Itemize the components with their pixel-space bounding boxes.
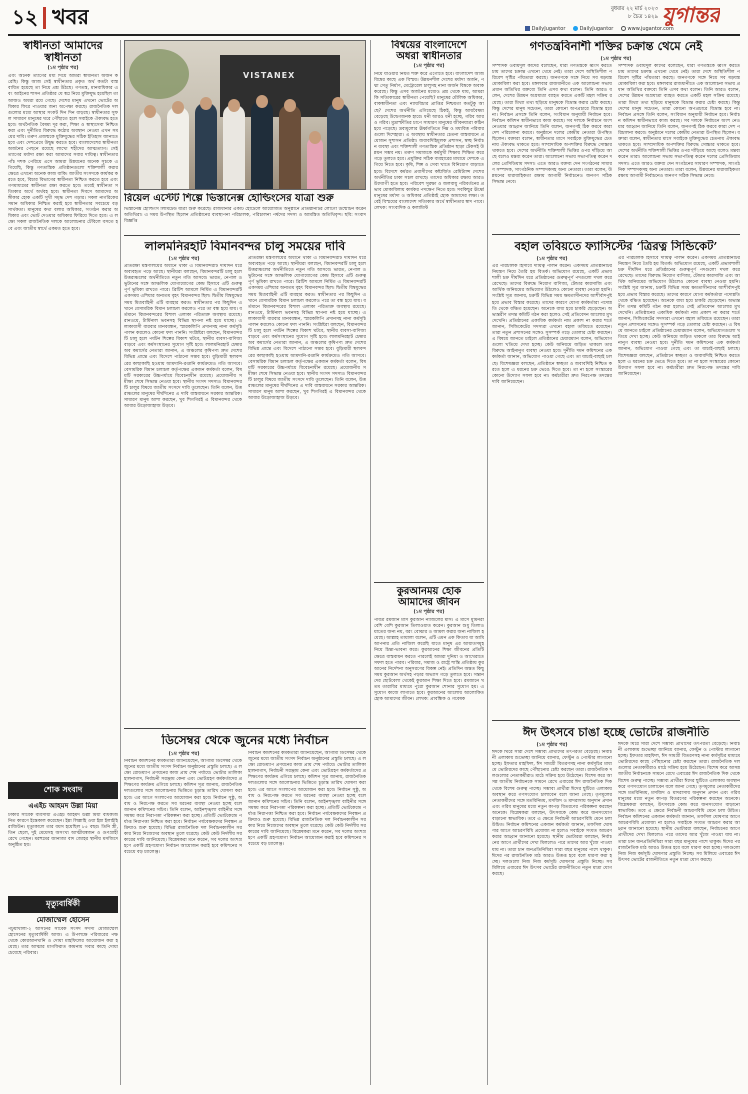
- continued-label: (১ম পৃষ্ঠার পর): [47, 65, 79, 72]
- column-rule: [487, 40, 488, 1085]
- globe-icon: [621, 26, 626, 31]
- person-figure: [279, 105, 301, 189]
- event-photo: [124, 40, 366, 190]
- article-body-continued: প্রতিরক্ষা মন্ত্রণালয়ের অধীনে থাকা এ বিমানবন্দরটি দীর্ঘদিন ধরে অব্যবহৃত পড়ে আছে। স্থানীয়রা বলছেন, বিমানবন্দরটি চালু হলে উত্তরাঞ্চলের অর্থনীতিতে নতুন গতি আসবে। ভারত, নেপাল ও ভুটানের সঙ্গে আঞ্চলিক যোগাযোগের কেন্দ্র হিসাবে এটি গুরুত্বপূর্ণ ভূমিকা রাখতে পারে। ব্রিটিশ আমলে নির্মিত এ বিমানবন্দরটি একসময় এশিয়ার অন্যতম বৃহৎ বিমানবন্দর ছিল। দ্বিতীয় বিশ্বযুদ্ধের সময় মিত্রবাহিনী এটি ব্যবহার করত। স্বাধীনতার পর কিছুদিন এখানে বেসামরিক বিমান চলাচল করলেও পরে তা বন্ধ হয়ে যায়। বর্তমানে বিমানবন্দরের বিশাল এলাকা পরিত্যক্ত অবস্থায় রয়েছে। রানওয়ে, টার্মিনাল ভবনসহ বিভিন্ন স্থাপনা নষ্ট হয়ে যাচ্ছে। এলাকাবাসী বারবার মানববন্ধন, স্মারকলিপি প্রদানসহ নানা কর্মসূচি পালন করলেও কোনো ফল পাননি। সংশ্লিষ্টরা বলছেন, বিমানবন্দরটি চালু হলে পর্যটন শিল্পের বিকাশ ঘটবে, স্থানীয় ব্যবসা-বাণিজ্য বাড়বে এবং কর্মসংস্থানের সুযোগ সৃষ্টি হবে। লালমনিরহাট চেম্বার অব কমার্সের নেতারা জানান, এ অঞ্চলের কৃষিপণ্য দ্রুত দেশের বিভিন্ন প্রান্তে এবং বিদেশে পাঠানো সম্ভব হবে। বুড়িমারী স্থলবন্দরের কাছাকাছি হওয়ায় আমদানি-রপ্তানি কার্যক্রমেও গতি আসবে। বেসামরিক বিমান চলাচল কর্তৃপক্ষের একজন কর্মকর্তা বলেন, বিষয়টি সরকারের উচ্চপর্যায়ে বিবেচনাধীন রয়েছে। প্রয়োজনীয় সমীক্ষা শেষে সিদ্ধান্ত নেওয়া হবে। স্থানীয় সংসদ সদস্যও বিমানবন্দরটি চালুর বিষয়ে জাতীয় সংসদে দাবি তুলেছেন। তিনি বলেন, উত্তরাঞ্চলের মানুষের দীর্ঘদিনের এ দাবি বাস্তবায়নে সরকার আন্তরিক। সাধারণ মানুষ আশা করছেন, খুব শিগগিরই এ বিমানবন্দর থেকে আবার উড়োজাহাজ উড়বে।: [248, 256, 366, 402]
- article-body-continued: সম্পাদক ওবায়দুল কাদের বলেছেন, যারা গণতন্ত্রকে ধ্বংস করতে চায় তাদের চক্রান্ত এখনো থেমে নেই। তারা দেশে অস্থিতিশীল পরিবেশ সৃষ্টির পাঁয়তারা করছে। জনগণকে সঙ্গে নিয়ে সব ষড়যন্ত্র মোকাবিলা করা হবে। মঙ্গলবার রাজধানীতে এক আলোচনা সভায় প্রধান অতিথির বক্তব্যে তিনি এসব কথা বলেন। তিনি আরও বলেন, দেশের উন্নয়ন অগ্রযাত্রা ব্যাহত করতে একটি মহল সক্রিয় রয়েছে। তারা মিথ্যা তথ্য ছড়িয়ে মানুষকে বিভ্রান্ত করার চেষ্টা করছে। কিন্তু দেশের মানুষ সচেতন, তারা কোনো অপপ্রচারে বিভ্রান্ত হবে না। নির্বাচন প্রসঙ্গে তিনি বলেন, সংবিধান অনুযায়ী নির্বাচন হবে। নির্বাচন কমিশন স্বাধীনভাবে কাজ করছে। সব দলকে নির্বাচনে অংশ নেওয়ার আহ্বান জানিয়ে তিনি বলেন, জনগণই ঠিক করবে কারা দেশ পরিচালনা করবে। অনুষ্ঠানে দলের কেন্দ্রীয় নেতারা উপস্থিত ছিলেন। বক্তারা বলেন, স্বাধীনতার মাসে সবাইকে মুক্তিযুদ্ধের চেতনায় ঐক্যবদ্ধ থাকতে হবে। সাম্প্রদায়িক অপশক্তির বিরুদ্ধে সোচ্চার থাকতে হবে। দেশের অর্থনীতি শক্তিশালী ভিত্তির ওপর দাঁড়িয়ে আছে বলেও মন্তব্য করেন তারা। আলোচনা সভায় সভাপতিত্ব করেন দলের প্রেসিডিয়াম সদস্য। এতে আরও বক্তব্য দেন সংগঠনের সাধারণ সম্পাদক, সাংগঠনিক সম্পাদকসহ অন্য নেতারা। তারা বলেন, উন্নয়নের ধারাবাহিকতা রক্ষায় আগামী নির্বাচনেও জনগণ সঠিক সিদ্ধান্ত নেবে।: [618, 64, 740, 179]
- person-figure: [327, 103, 349, 189]
- social-links: [525, 26, 745, 32]
- continued-label: (১ম পৃষ্ঠার পর): [413, 63, 445, 69]
- article-title: বিশ্বয়ের বাংলাদেশে: [391, 40, 467, 51]
- person-head: [332, 97, 344, 110]
- column-rule: [370, 40, 371, 1085]
- article-body: প্রতিরক্ষা মন্ত্রণালয়ের অধীনে থাকা এ বিমানবন্দরটি দীর্ঘদিন ধরে অব্যবহৃত পড়ে আছে। স্থানীয়রা বলছেন, বিমানবন্দরটি চালু হলে উত্তরাঞ্চলের অর্থনীতিতে নতুন গতি আসবে। ভারত, নেপাল ও ভুটানের সঙ্গে আঞ্চলিক যোগাযোগের কেন্দ্র হিসাবে এটি গুরুত্বপূর্ণ ভূমিকা রাখতে পারে। ব্রিটিশ আমলে নির্মিত এ বিমানবন্দরটি একসময় এশিয়ার অন্যতম বৃহৎ বিমানবন্দর ছিল। দ্বিতীয় বিশ্বযুদ্ধের সময় মিত্রবাহিনী এটি ব্যবহার করত। স্বাধীনতার পর কিছুদিন এখানে বেসামরিক বিমান চলাচল করলেও পরে তা বন্ধ হয়ে যায়। বর্তমানে বিমানবন্দরের বিশাল এলাকা পরিত্যক্ত অবস্থায় রয়েছে। রানওয়ে, টার্মিনাল ভবনসহ বিভিন্ন স্থাপনা নষ্ট হয়ে যাচ্ছে। এলাকাবাসী বারবার মানববন্ধন, স্মারকলিপি প্রদানসহ নানা কর্মসূচি পালন করলেও কোনো ফল পাননি। সংশ্লিষ্টরা বলছেন, বিমানবন্দরটি চালু হলে পর্যটন শিল্পের বিকাশ ঘটবে, স্থানীয় ব্যবসা-বাণিজ্য বাড়বে এবং কর্মসংস্থানের সুযোগ সৃষ্টি হবে। লালমনিরহাট চেম্বার অব কমার্সের নেতারা জানান, এ অঞ্চলের কৃষিপণ্য দ্রুত দেশের বিভিন্ন প্রান্তে এবং বিদেশে পাঠানো সম্ভব হবে। বুড়িমারী স্থলবন্দরের কাছাকাছি হওয়ায় আমদানি-রপ্তানি কার্যক্রমেও গতি আসবে। বেসামরিক বিমান চলাচল কর্তৃপক্ষের একজন কর্মকর্তা বলেন, বিষয়টি সরকারের উচ্চপর্যায়ে বিবেচনাধীন রয়েছে। প্রয়োজনীয় সমীক্ষা শেষে সিদ্ধান্ত নেওয়া হবে। স্থানীয় সংসদ সদস্যও বিমানবন্দরটি চালুর বিষয়ে জাতীয় সংসদে দাবি তুলেছেন। তিনি বলেন, উত্তরাঞ্চলের মানুষের দীর্ঘদিনের এ দাবি বাস্তবায়নে সরকার আন্তরিক। সাধারণ মানুষ আশা করছেন, খুব শিগগিরই এ বিমানবন্দর থেকে আবার উড়োজাহাজ উড়বে।: [124, 264, 242, 410]
- anniversary-box: [8, 896, 118, 1086]
- anniversary-name: মোজাম্মেল হোসেন: [36, 916, 90, 924]
- article-title: বহাল তবিয়তে ফ্যাসিস্টের ‘ত্রিরত্ন সিন্ডিকেট’: [514, 240, 718, 253]
- article-title-2: আমাদের জীবন: [398, 597, 460, 608]
- article-title: কুরআনময় হোক: [396, 586, 462, 597]
- anniversary-body: পটুয়াখালী-২ আসনের সাবেক সংসদ সদস্য মোজাম্মেল হোসেনের মৃত্যুবার্ষিকী আজ। এ উপলক্ষে পরিবারের পক্ষ থেকে কোরআনখানি ও দোয়া মাহফিলের আয়োজন করা হয়েছে। তার আত্মার মাগফিরাত কামনায় সবার কাছে দোয়া চেয়েছে পরিবার।: [8, 926, 118, 957]
- date-block: [572, 6, 658, 21]
- article-body: নির্বাচন কমিশনের কর্মকর্তারা জানিয়েছেন, আগামী ডিসেম্বর থেকে জুনের মধ্যে জাতীয় সংসদ নির্বাচন অনুষ্ঠানের প্রস্তুতি চলছে। এ লক্ষ্যে রোডম্যাপ প্রণয়নের কাজ প্রায় শেষ পর্যায়ে। ভোটার তালিকা হালনাগাদ, নির্বাচনী সরঞ্জাম কেনা এবং ভোটগ্রহণ কর্মকর্তাদের প্রশিক্ষণের কার্যক্রম এগিয়ে চলছে। কমিশন সূত্র জানায়, রাজনৈতিক দলগুলোর সঙ্গে আলোচনার ভিত্তিতে চূড়ান্ত তারিখ ঘোষণা করা হবে। এর আগে সংলাপের আয়োজন করা হবে। নির্বাচন সুষ্ঠু, অবাধ ও নিরপেক্ষ করতে সব ধরনের ব্যবস্থা নেওয়া হচ্ছে বলে জানান কমিশনের সচিব। তিনি বলেন, আইনশৃঙ্খলা বাহিনীর সঙ্গে সমন্বয় করে নিরাপত্তা পরিকল্পনা করা হচ্ছে। প্রতিটি ভোটকেন্দ্রে পর্যাপ্ত নিরাপত্তা নিশ্চিত করা হবে। নির্বাচন পর্যবেক্ষকদের নিবন্ধন প্রক্রিয়াও শুরু হয়েছে। বিভিন্ন রাজনৈতিক দল নির্বাচনকালীন সরকার নিয়ে নিজেদের অবস্থান তুলে ধরেছে। কেউ কেউ নির্দলীয় সরকারের দাবি জানিয়েছে। বিশ্লেষকরা মনে করেন, সব দলের অংশগ্রহণে একটি গ্রহণযোগ্য নির্বাচন আয়োজন করাই হবে কমিশনের সবচেয়ে বড় চ্যালেঞ্জ।: [124, 759, 242, 856]
- continued-label: (১ম পৃষ্ঠার পর): [536, 256, 568, 262]
- article-title: লালমনিরহাট বিমানবন্দর চালু সময়ের দাবি: [144, 240, 346, 253]
- person-head: [172, 101, 184, 114]
- person-head: [309, 131, 321, 144]
- article-title-2: স্বাধীনতা: [44, 52, 82, 65]
- person-head: [200, 97, 212, 110]
- continued-label: (১ম পৃষ্ঠার পর): [413, 609, 445, 615]
- photo-caption-body: ভিস্তানেক্স হোল্ডিংস লিমিটেড যাত্রা শুরু করেছে। রাজধানীর একটি হোটেলে আয়োজিত অনুষ্ঠানে প্রতিষ্ঠানটির লোগো উন্মোচন করেন অতিথিরা। এ সময় উপস্থিত ছিলেন প্রতিষ্ঠানের ব্যবস্থাপনা পরিচালক, পরিচালনা পর্ষদের সদস্য ও আমন্ত্রিত অতিথিবৃন্দ। ছবি: সংবাদ বিজ্ঞপ্তি: [124, 207, 366, 225]
- continued-label: (১ম পৃষ্ঠার পর): [168, 256, 200, 262]
- obituary-title: শোক সংবাদ: [8, 782, 118, 799]
- article-body: এবং অনেক ত্যাগের মধ্য দিয়ে আমরা স্বাধীনতা অর্জন করেছি। কিন্তু আজ সেই স্বাধীনতার প্রকৃত অর্থ কতটা বাস্তবায়িত হয়েছে তা নিয়ে প্রশ্ন উঠছে। গণতন্ত্র, মানবাধিকার এবং আইনের শাসন প্রতিষ্ঠার যে স্বপ্ন নিয়ে মুক্তিযুদ্ধ হয়েছিল তা আজও অধরা রয়ে গেছে। দেশের মানুষ এখনো ভোটের অধিকার ফিরে পাওয়ার জন্য অপেক্ষা করছে। রাজনৈতিক দলগুলোর মধ্যে আস্থার সংকট দিন দিন বাড়ছে। স্বাধীনতার সুফল সাধারণ মানুষের ঘরে পৌঁছাতে হলে সবাইকে ঐক্যবদ্ধ হতে হবে। অর্থনৈতিক বৈষম্য দূর করা, শিক্ষা ও স্বাস্থ্যসেবা নিশ্চিত করা এবং দুর্নীতির বিরুদ্ধে কঠোর অবস্থান নেওয়া এখন সময়ের দাবি। তরুণ প্রজন্মকে মুক্তিযুদ্ধের সঠিক ইতিহাস জানাতে হবে এবং দেশপ্রেমে উদ্বুদ্ধ করতে হবে। বাংলাদেশের স্বাধীনতা অর্জনের পেছনে রয়েছে লাখো শহীদের আত্মত্যাগ। সেই ত্যাগের মর্যাদা রক্ষা করা আমাদের সবার দায়িত্ব। স্বাধীনতার পাঁচ দশক পেরিয়ে এসে আমরা উন্নয়নের অনেক সূচকে এগিয়েছি, কিন্তু গণতান্ত্রিক প্রতিষ্ঠানগুলো শক্তিশালী করার ক্ষেত্রে এখনো অনেক কাজ বাকি। জাতীয় সংসদকে কার্যকর করতে হবে, বিচার বিভাগের স্বাধীনতা নিশ্চিত করতে হবে এবং গণমাধ্যমের স্বাধীনতা রক্ষা করতে হবে। তবেই স্বাধীনতা সত্যিকার অর্থে অর্থবহ হবে। স্বাধীনতা দিবসে আমাদের অঙ্গীকার হোক একটি সুখী সমৃদ্ধ দেশ গড়ার। সকল নাগরিকের সমান অধিকার নিশ্চিত করাই হবে স্বাধীনতার সবচেয়ে বড় সার্থকতা। মানুষের কথা বলার অধিকার, সংগঠন করার অধিকার এবং ভোট দেওয়ার অধিকার ফিরিয়ে দিতে হবে। এ লক্ষ্যে সকল রাজনৈতিক দলকে আলোচনার টেবিলে বসতে হবে এবং জাতীয় স্বার্থে একমত হতে হবে।: [8, 74, 118, 232]
- section-name: খবর: [52, 5, 90, 29]
- article-quran: [374, 586, 484, 1086]
- article-body: নিয়ে যাওয়ার নিয়ত শক্ত করে এগোতে হবে। বাংলাদেশ আজ বিশ্বের কাছে এক বিস্ময়। উন্নয়নশীল দেশের মর্যাদা অর্জন, পদ্মা সেতু নির্মাণ, মেট্রোরেল চালুসহ নানা অর্জন বিশ্বকে অবাক করেছে। কিন্তু এসব অর্জনের মধ্যেও প্রশ্ন থেকে যায়, আমরা কি সত্যিকারের স্বাধীনতা পেয়েছি? মানুষের মৌলিক অধিকার, বাকস্বাধীনতা এবং ন্যায়বিচার প্রাপ্তির নিশ্চয়তা কতটুকু আছে? দেশের অর্থনীতি এগিয়েছে ঠিকই, কিন্তু আয়বৈষম্য বেড়েছে উদ্বেগজনক হারে। ধনী আরও ধনী হচ্ছে, গরিব আরও গরিব। মুদ্রাস্ফীতির চাপে সাধারণ মানুষের জীবনযাত্রা কঠিন হয়ে পড়েছে। দ্রব্যমূল্যের ঊর্ধ্বগতিতে নিম্ন ও মধ্যবিত্ত পরিবারগুলো দিশেহারা। এ অবস্থায় স্বাধীনতার চেতনা বাস্তবায়নে প্রয়োজন সুশাসন প্রতিষ্ঠা। জবাবদিহিমূলক প্রশাসন, স্বচ্ছ নির্বাচন ব্যবস্থা এবং শক্তিশালী গণতান্ত্রিক প্রতিষ্ঠান ছাড়া টেকসই উন্নয়ন সম্ভব নয়। তরুণ সমাজকে কর্মমুখী শিক্ষায় শিক্ষিত করে গড়ে তুলতে হবে। প্রযুক্তির সঠিক ব্যবহারের মাধ্যমে দেশকে এগিয়ে নিতে হবে। কৃষি, শিল্প ও সেবা খাতে বিনিয়োগ বাড়াতে হবে। বিদেশে কর্মরত প্রবাসীদের কষ্টার্জিত রেমিট্যান্স দেশের অর্থনীতির চাকা সচল রাখছে। তাদের অধিকার রক্ষায় আরও উদ্যোগী হতে হবে। পরিবেশ সুরক্ষা ও জলবায়ু পরিবর্তনের প্রভাব মোকাবিলায় কার্যকর পদক্ষেপ নিতে হবে। সবকিছুর ঊর্ধ্বে মানুষের মর্যাদা ও অধিকার প্রতিষ্ঠাই হোক আমাদের লক্ষ্য। তবেই বিস্ময়ের বাংলাদেশ সত্যিকার অর্থে স্বাধীনতার স্বাদ পাবে। লেখক: সাংবাদিক ও কলামিস্ট: [374, 72, 484, 212]
- person-figure: [139, 111, 161, 189]
- page-number: ১২: [12, 6, 38, 28]
- twitter-icon: [573, 26, 578, 31]
- article-shadhinota: [8, 40, 118, 780]
- brand-logo: যুগান্তর: [662, 3, 720, 27]
- article-title: স্বাধীনতা আমাদের: [23, 40, 103, 52]
- person-head: [144, 105, 156, 118]
- person-figure: [307, 137, 323, 189]
- masthead-divider: [43, 7, 46, 29]
- article-title: ডিসেম্বর থেকে জুনের মধ্যে নির্বাচন: [161, 734, 329, 747]
- banner-logo-text: VISTANEX: [243, 71, 296, 80]
- person-figure: [223, 105, 245, 189]
- article-body: পবিত্র রমজান মাস কুরআন নাজিলের মাস। এ মাসে মুমিনরা বেশি বেশি কুরআন তিলাওয়াত করেন। কুরআন শুধু তিলাওয়াতের জন্য নয়, বরং বোঝার ও আমল করার জন্য নাজিল হয়েছে। আল্লাহ তায়ালা বলেন, এটি এমন এক কিতাব যা আমি আপনার প্রতি নাজিল করেছি যাতে মানুষ এর আয়াতসমূহ নিয়ে চিন্তা-ভাবনা করে। কুরআনের শিক্ষা জীবনের প্রতিটি ক্ষেত্রে বাস্তবায়ন করতে পারলেই আমরা দুনিয়া ও আখেরাতে সফল হতে পারব। পরিবার, সমাজ ও রাষ্ট্রে শান্তি প্রতিষ্ঠায় কুরআনের নির্দেশনা অনুসরণের বিকল্প নেই। প্রতিদিন অন্তত কিছু সময় কুরআন অর্থসহ পড়ার অভ্যাস গড়ে তুলতে হবে। সন্তানদের ছোটবেলা থেকেই কুরআন শিক্ষা দিতে হবে। রমজানে খতম তারাবির মাধ্যমে পুরো কুরআন শোনার সুযোগ হয়। এ সুযোগ কাজে লাগাতে হবে। কুরআনের আলোয় আলোকিত হোক আমাদের জীবন। লেখক: প্রাবন্ধিক ও গবেষক: [374, 618, 484, 703]
- masthead: [0, 0, 748, 34]
- person-figure: [251, 101, 273, 189]
- facebook-handle[interactable]: DailyJugantor: [531, 26, 566, 32]
- facebook-icon: [525, 26, 530, 31]
- section-rule: [124, 235, 366, 236]
- article-title-2: অধরা স্বাধীনতার: [396, 51, 462, 62]
- article-body-continued: এর পরিচালক হিসাবে দায়িত্ব পালন করেন। একসময় প্রতিষ্ঠানটির নিয়ন্ত্রণ নিয়ে তৈরি হয় বিতর্ক। অভিযোগ রয়েছে, একটি প্রভাবশালী চক্র দীর্ঘদিন ধরে প্রতিষ্ঠানের গুরুত্বপূর্ণ পদগুলো দখল করে রেখেছে। তাদের বিরুদ্ধে নিয়োগ বাণিজ্য, টেন্ডার কারসাজি এবং আর্থিক অনিয়মের অভিযোগ উঠলেও কোনো ব্যবস্থা নেওয়া হয়নি। সংশ্লিষ্ট সূত্র জানায়, চক্রটি বিভিন্ন সময় ক্ষমতাসীনদের আশীর্বাদপুষ্ট হয়ে প্রভাব বিস্তার করেছে। তাদের কারণে যোগ্য কর্মকর্তারা পদোন্নতি থেকে বঞ্চিত হয়েছেন। অনেকে বাধ্য হয়ে চাকরি ছেড়েছেন। অভ্যন্তরীণ তদন্ত কমিটি গঠন করা হলেও সেই প্রতিবেদন আলোর মুখ দেখেনি। প্রতিষ্ঠানের একাধিক কর্মকর্তা নাম প্রকাশ না করার শর্তে জানান, সিন্ডিকেটের সদস্যরা এখনো বহাল তবিয়তে রয়েছেন। তারা নতুন প্রশাসনের সঙ্গেও সুসম্পর্ক গড়ে তোলার চেষ্টা করছেন। এ বিষয়ে জানতে চাইলে প্রতিষ্ঠানের চেয়ারম্যান বলেন, অভিযোগগুলো খতিয়ে দেখা হচ্ছে। কেউ অনিয়মে জড়িত থাকলে তার বিরুদ্ধে আইনানুগ ব্যবস্থা নেওয়া হবে। দুর্নীতি দমন কমিশনের এক কর্মকর্তা জানান, অভিযোগ পাওয়া গেছে এবং তা যাচাই-বাছাই চলছে। বিশেষজ্ঞরা বলছেন, প্রতিষ্ঠানে স্বচ্ছতা ও জবাবদিহি নিশ্চিত করতে হলে এ ধরনের চক্র ভেঙে দিতে হবে। তা না হলে সংস্কারের কোনো উদ্যোগ সফল হবে না। কর্মচারীরা দ্রুত নিরপেক্ষ তদন্তের দাবি জানিয়েছেন।: [618, 256, 740, 377]
- column-rule: [120, 40, 121, 1085]
- section-rule: [124, 728, 366, 729]
- obituary-body: ঢাকার সাবেক ব্যবসায়ী এএইচ আহমদ উল্লা মিয়া বার্ধক্যজনিত কারণে ইন্তেকাল করেছেন। ইন্না লিল্লাহি ওয়া ইন্না ইলাইহি রাজিউন। মৃত্যুকালে তার বয়স হয়েছিল ৮৫ বছর। তিনি স্ত্রী, তিন ছেলে, দুই মেয়েসহ অসংখ্য আত্মীয়স্বজন ও গুণগ্রাহী রেখে গেছেন। মরহুমের জানাজা বাদ জোহর স্থানীয় মসজিদে অনুষ্ঠিত হয়।: [8, 812, 118, 849]
- section-rule: [374, 582, 484, 583]
- article-title: গণতন্ত্রবিনাশী শক্তির চক্রান্ত থেমে নেই: [529, 40, 703, 53]
- date-line-2: ৮ চৈত্র ১৪২৯: [628, 13, 658, 20]
- section-rule: [492, 720, 740, 721]
- person-figure: [195, 103, 217, 189]
- article-body: এর পরিচালক হিসাবে দায়িত্ব পালন করেন। একসময় প্রতিষ্ঠানটির নিয়ন্ত্রণ নিয়ে তৈরি হয় বিতর্ক। অভিযোগ রয়েছে, একটি প্রভাবশালী চক্র দীর্ঘদিন ধরে প্রতিষ্ঠানের গুরুত্বপূর্ণ পদগুলো দখল করে রেখেছে। তাদের বিরুদ্ধে নিয়োগ বাণিজ্য, টেন্ডার কারসাজি এবং আর্থিক অনিয়মের অভিযোগ উঠলেও কোনো ব্যবস্থা নেওয়া হয়নি। সংশ্লিষ্ট সূত্র জানায়, চক্রটি বিভিন্ন সময় ক্ষমতাসীনদের আশীর্বাদপুষ্ট হয়ে প্রভাব বিস্তার করেছে। তাদের কারণে যোগ্য কর্মকর্তারা পদোন্নতি থেকে বঞ্চিত হয়েছেন। অনেকে বাধ্য হয়ে চাকরি ছেড়েছেন। অভ্যন্তরীণ তদন্ত কমিটি গঠন করা হলেও সেই প্রতিবেদন আলোর মুখ দেখেনি। প্রতিষ্ঠানের একাধিক কর্মকর্তা নাম প্রকাশ না করার শর্তে জানান, সিন্ডিকেটের সদস্যরা এখনো বহাল তবিয়তে রয়েছেন। তারা নতুন প্রশাসনের সঙ্গেও সুসম্পর্ক গড়ে তোলার চেষ্টা করছেন। এ বিষয়ে জানতে চাইলে প্রতিষ্ঠানের চেয়ারম্যান বলেন, অভিযোগগুলো খতিয়ে দেখা হচ্ছে। কেউ অনিয়মে জড়িত থাকলে তার বিরুদ্ধে আইনানুগ ব্যবস্থা নেওয়া হবে। দুর্নীতি দমন কমিশনের এক কর্মকর্তা জানান, অভিযোগ পাওয়া গেছে এবং তা যাচাই-বাছাই চলছে। বিশেষজ্ঞরা বলছেন, প্রতিষ্ঠানে স্বচ্ছতা ও জবাবদিহি নিশ্চিত করতে হলে এ ধরনের চক্র ভেঙে দিতে হবে। তা না হলে সংস্কারের কোনো উদ্যোগ সফল হবে না। কর্মচারীরা দ্রুত নিরপেক্ষ তদন্তের দাবি জানিয়েছেন।: [492, 264, 612, 385]
- person-head: [256, 95, 268, 108]
- person-head: [228, 99, 240, 112]
- plant-decoration: [129, 49, 189, 99]
- obituary-name: এএইচ আহমদ উল্লা মিয়া: [28, 802, 98, 810]
- obituary-box: [8, 782, 118, 892]
- continued-label: (১ম পৃষ্ঠার পর): [536, 742, 568, 748]
- person-figure: [167, 107, 189, 189]
- website-link[interactable]: www.jugantor.com: [627, 26, 674, 32]
- article-body: ঈদকে ঘিরে সারা দেশে সম্ভাব্য প্রার্থীদের তৎপরতা বেড়েছে। নির্বাচনী এলাকায় শুভেচ্ছা জানিয়ে ব্যানার, ফেস্টুন ও পোস্টার লাগানো হচ্ছে। ইফতার মাহফিল, ঈদ সামগ্রী বিতরণসহ নানা কর্মসূচির মাধ্যমে ভোটারদের কাছে পৌঁছানোর চেষ্টা করছেন তারা। রাজনৈতিক দলগুলোর নেতাকর্মীরাও মাঠে সক্রিয় হয়ে উঠেছেন। বিশেষ করে আসন্ন জাতীয় নির্বাচনকে সামনে রেখে এবারের ঈদ রাজনৈতিক দিক থেকে বিশেষ গুরুত্ব পাচ্ছে। সম্ভাব্য প্রার্থীরা ঈদের ছুটিতে এলাকায় অবস্থান করে গণসংযোগ চালাবেন বলে জানা গেছে। তৃণমূলের নেতাকর্মীদের সঙ্গে মতবিনিময়, মসজিদ ও মাদরাসায় অনুদান প্রদান এবং গরিব মানুষের মধ্যে নতুন কাপড় বিতরণের পরিকল্পনা করছেন অনেকে। বিশ্লেষকরা বলছেন, উৎসবকে কেন্দ্র করে জনসংযোগ বাড়ানো স্বাভাবিক। তবে এ ক্ষেত্রে নির্বাচনী আচরণবিধি মেনে চলা উচিত। নির্বাচন কমিশনের একজন কর্মকর্তা জানান, তফসিল ঘোষণার আগে আচরণবিধি প্রযোজ্য না হলেও সবাইকে সংযত আচরণ করার আহ্বান জানানো হয়েছে। স্থানীয় ভোটাররা বলছেন, নির্বাচনের আগে প্রার্থীদের দেখা মিললেও পরে তাদের আর খুঁজে পাওয়া যায় না। তারা চান জনপ্রতিনিধিরা সারা বছর মানুষের পাশে থাকুক। ঈদের পর রাজনৈতিক মাঠ আরও উত্তপ্ত হবে বলে ধারণা করা হচ্ছে। দলগুলো নিজ নিজ কর্মসূচি ঘোষণার প্রস্তুতি নিচ্ছে। সব মিলিয়ে এবারের ঈদ উৎসব ভোটের রাজনীতিতে নতুন মাত্রা যোগ করছে।: [492, 750, 612, 877]
- article-body: সম্পাদক ওবায়দুল কাদের বলেছেন, যারা গণতন্ত্রকে ধ্বংস করতে চায় তাদের চক্রান্ত এখনো থেমে নেই। তারা দেশে অস্থিতিশীল পরিবেশ সৃষ্টির পাঁয়তারা করছে। জনগণকে সঙ্গে নিয়ে সব ষড়যন্ত্র মোকাবিলা করা হবে। মঙ্গলবার রাজধানীতে এক আলোচনা সভায় প্রধান অতিথির বক্তব্যে তিনি এসব কথা বলেন। তিনি আরও বলেন, দেশের উন্নয়ন অগ্রযাত্রা ব্যাহত করতে একটি মহল সক্রিয় রয়েছে। তারা মিথ্যা তথ্য ছড়িয়ে মানুষকে বিভ্রান্ত করার চেষ্টা করছে। কিন্তু দেশের মানুষ সচেতন, তারা কোনো অপপ্রচারে বিভ্রান্ত হবে না। নির্বাচন প্রসঙ্গে তিনি বলেন, সংবিধান অনুযায়ী নির্বাচন হবে। নির্বাচন কমিশন স্বাধীনভাবে কাজ করছে। সব দলকে নির্বাচনে অংশ নেওয়ার আহ্বান জানিয়ে তিনি বলেন, জনগণই ঠিক করবে কারা দেশ পরিচালনা করবে। অনুষ্ঠানে দলের কেন্দ্রীয় নেতারা উপস্থিত ছিলেন। বক্তারা বলেন, স্বাধীনতার মাসে সবাইকে মুক্তিযুদ্ধের চেতনায় ঐক্যবদ্ধ থাকতে হবে। সাম্প্রদায়িক অপশক্তির বিরুদ্ধে সোচ্চার থাকতে হবে। দেশের অর্থনীতি শক্তিশালী ভিত্তির ওপর দাঁড়িয়ে আছে বলেও মন্তব্য করেন তারা। আলোচনা সভায় সভাপতিত্ব করেন দলের প্রেসিডিয়াম সদস্য। এতে আরও বক্তব্য দেন সংগঠনের সাধারণ সম্পাদক, সাংগঠনিক সম্পাদকসহ অন্য নেতারা। তারা বলেন, উন্নয়নের ধারাবাহিকতা রক্ষায় আগামী নির্বাচনেও জনগণ সঠিক সিদ্ধান্ত নেবে।: [492, 64, 612, 185]
- article-body-continued: ঈদকে ঘিরে সারা দেশে সম্ভাব্য প্রার্থীদের তৎপরতা বেড়েছে। নির্বাচনী এলাকায় শুভেচ্ছা জানিয়ে ব্যানার, ফেস্টুন ও পোস্টার লাগানো হচ্ছে। ইফতার মাহফিল, ঈদ সামগ্রী বিতরণসহ নানা কর্মসূচির মাধ্যমে ভোটারদের কাছে পৌঁছানোর চেষ্টা করছেন তারা। রাজনৈতিক দলগুলোর নেতাকর্মীরাও মাঠে সক্রিয় হয়ে উঠেছেন। বিশেষ করে আসন্ন জাতীয় নির্বাচনকে সামনে রেখে এবারের ঈদ রাজনৈতিক দিক থেকে বিশেষ গুরুত্ব পাচ্ছে। সম্ভাব্য প্রার্থীরা ঈদের ছুটিতে এলাকায় অবস্থান করে গণসংযোগ চালাবেন বলে জানা গেছে। তৃণমূলের নেতাকর্মীদের সঙ্গে মতবিনিময়, মসজিদ ও মাদরাসায় অনুদান প্রদান এবং গরিব মানুষের মধ্যে নতুন কাপড় বিতরণের পরিকল্পনা করছেন অনেকে। বিশ্লেষকরা বলছেন, উৎসবকে কেন্দ্র করে জনসংযোগ বাড়ানো স্বাভাবিক। তবে এ ক্ষেত্রে নির্বাচনী আচরণবিধি মেনে চলা উচিত। নির্বাচন কমিশনের একজন কর্মকর্তা জানান, তফসিল ঘোষণার আগে আচরণবিধি প্রযোজ্য না হলেও সবাইকে সংযত আচরণ করার আহ্বান জানানো হয়েছে। স্থানীয় ভোটাররা বলছেন, নির্বাচনের আগে প্রার্থীদের দেখা মিললেও পরে তাদের আর খুঁজে পাওয়া যায় না। তারা চান জনপ্রতিনিধিরা সারা বছর মানুষের পাশে থাকুক। ঈদের পর রাজনৈতিক মাঠ আরও উত্তপ্ত হবে বলে ধারণা করা হচ্ছে। দলগুলো নিজ নিজ কর্মসূচি ঘোষণার প্রস্তুতি নিচ্ছে। সব মিলিয়ে এবারের ঈদ উৎসব ভোটের রাজনীতিতে নতুন মাত্রা যোগ করছে।: [618, 742, 740, 863]
- continued-label: (১ম পৃষ্ঠার পর): [600, 56, 632, 62]
- continued-label: (১ম পৃষ্ঠার পর): [168, 751, 200, 757]
- article-title: ঈদ উৎসবে চাঙা হচ্ছে ভোটের রাজনীতি: [523, 726, 709, 739]
- masthead-rule: [8, 34, 740, 36]
- person-head: [284, 99, 296, 112]
- photo-caption-title: রিয়েল এস্টেট শিল্পে ভিস্তানেক্স হোল্ডিংসের যাত্রা শুরু: [124, 193, 334, 204]
- date-line-1: বুধবার ২২ মার্চ ২০২৩: [610, 6, 658, 12]
- anniversary-title: মৃত্যুবার্ষিকী: [8, 896, 118, 913]
- section-rule: [492, 234, 740, 235]
- article-body-continued: নির্বাচন কমিশনের কর্মকর্তারা জানিয়েছেন, আগামী ডিসেম্বর থেকে জুনের মধ্যে জাতীয় সংসদ নির্বাচন অনুষ্ঠানের প্রস্তুতি চলছে। এ লক্ষ্যে রোডম্যাপ প্রণয়নের কাজ প্রায় শেষ পর্যায়ে। ভোটার তালিকা হালনাগাদ, নির্বাচনী সরঞ্জাম কেনা এবং ভোটগ্রহণ কর্মকর্তাদের প্রশিক্ষণের কার্যক্রম এগিয়ে চলছে। কমিশন সূত্র জানায়, রাজনৈতিক দলগুলোর সঙ্গে আলোচনার ভিত্তিতে চূড়ান্ত তারিখ ঘোষণা করা হবে। এর আগে সংলাপের আয়োজন করা হবে। নির্বাচন সুষ্ঠু, অবাধ ও নিরপেক্ষ করতে সব ধরনের ব্যবস্থা নেওয়া হচ্ছে বলে জানান কমিশনের সচিব। তিনি বলেন, আইনশৃঙ্খলা বাহিনীর সঙ্গে সমন্বয় করে নিরাপত্তা পরিকল্পনা করা হচ্ছে। প্রতিটি ভোটকেন্দ্রে পর্যাপ্ত নিরাপত্তা নিশ্চিত করা হবে। নির্বাচন পর্যবেক্ষকদের নিবন্ধন প্রক্রিয়াও শুরু হয়েছে। বিভিন্ন রাজনৈতিক দল নির্বাচনকালীন সরকার নিয়ে নিজেদের অবস্থান তুলে ধরেছে। কেউ কেউ নির্দলীয় সরকারের দাবি জানিয়েছে। বিশ্লেষকরা মনে করেন, সব দলের অংশগ্রহণে একটি গ্রহণযোগ্য নির্বাচন আয়োজন করাই হবে কমিশনের সবচেয়ে বড় চ্যালেঞ্জ।: [248, 751, 366, 848]
- twitter-handle[interactable]: DailyJugantor: [579, 26, 614, 32]
- article-bishwayer: [374, 40, 484, 580]
